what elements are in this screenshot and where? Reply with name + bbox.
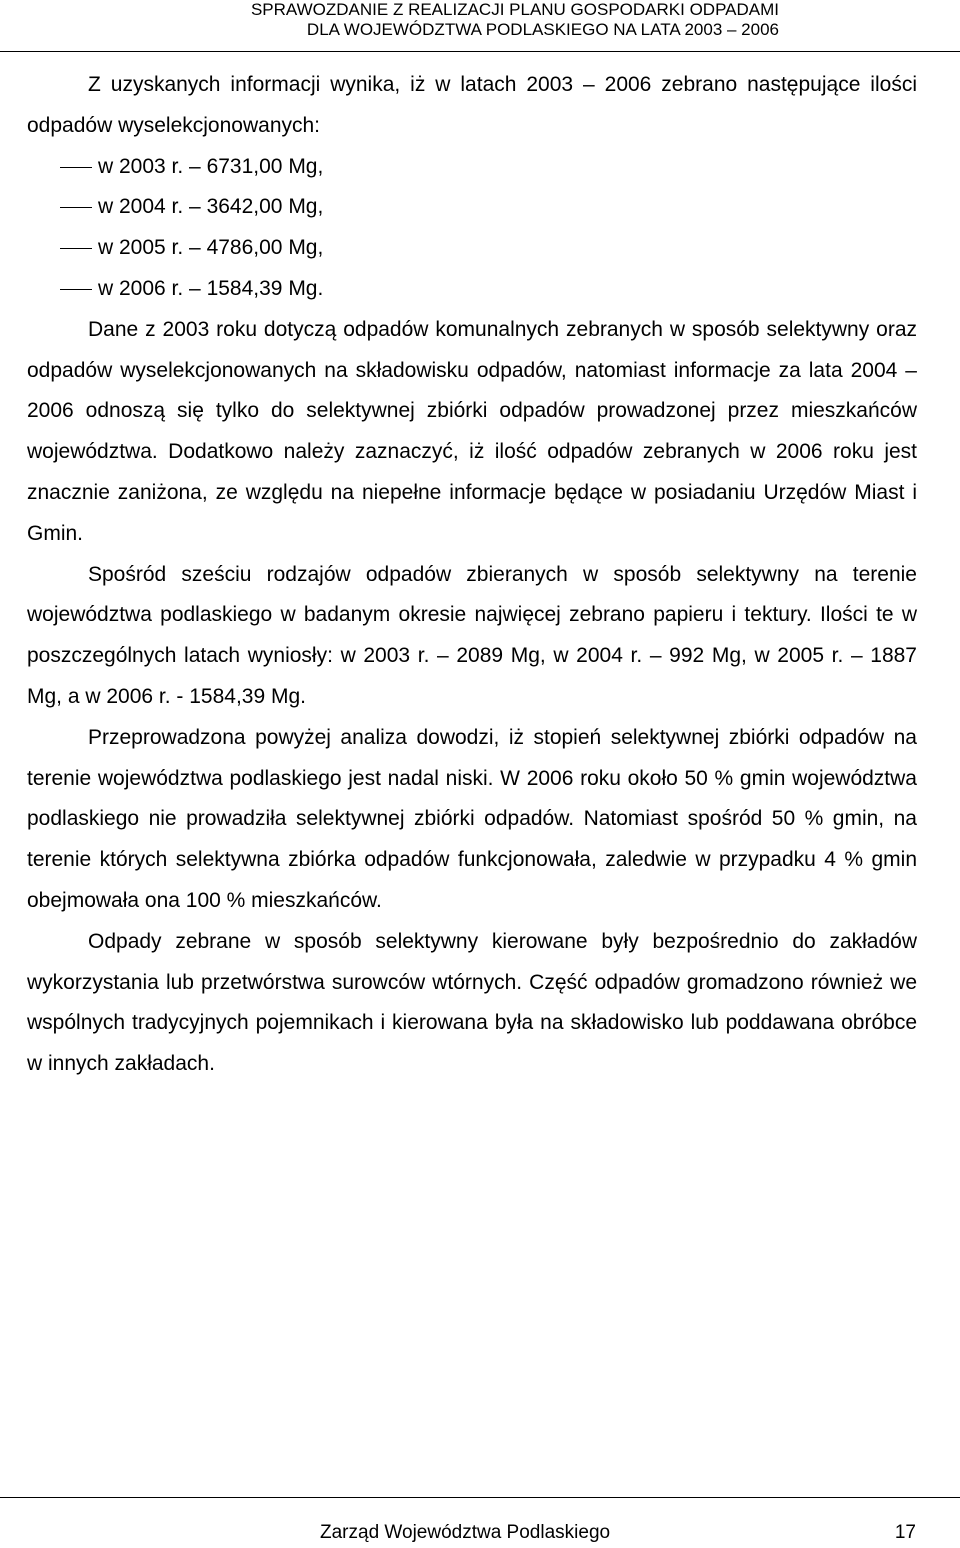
list-item: w 2005 r. – 4786,00 Mg, — [27, 228, 917, 269]
intro-paragraph: Z uzyskanych informacji wynika, iż w latach 2003 – 2006 zebrano następujące ilości odpadów wyselekcjonowanych: — [27, 73, 917, 137]
page-number: 17 — [894, 1522, 916, 1543]
list-item: w 2003 r. – 6731,00 Mg, — [27, 147, 917, 188]
document-body — [27, 65, 917, 1085]
footer-publisher: Zarząd Województwa Podlaskiego — [320, 1522, 611, 1543]
paragraph-destination: Odpady zebrane w sposób selektywny kierowane były bezpośrednio do zakładów wykorzystania lub przetwórstwa surowców wtórnych. Część odpadów gromadzono również we wspólnych tradycyjnych pojemnikach i kierowana była na składowisko lub poddawana obróbce w innych zakładach. — [27, 929, 917, 1076]
dash-bullet-icon — [60, 207, 92, 208]
dash-bullet-icon — [60, 289, 92, 290]
header-divider — [0, 51, 960, 52]
header-title-line1: SPRAWOZDANIE Z REALIZACJI PLANU GOSPODARKI ODPADAMI — [250, 0, 779, 19]
yearly-quantities-list — [27, 147, 917, 310]
dash-bullet-icon — [60, 167, 92, 168]
list-item: w 2004 r. – 3642,00 Mg, — [27, 187, 917, 228]
paragraph-paper-cardboard: Spośród sześciu rodzajów odpadów zbieranych w sposób selektywny na terenie województwa podlaskiego w badanym okresie najwięcej zebrano papieru i tektury. Ilości te w poszczególnych latach wyniosły: w 2003 r. – 2089 Mg, w 2004 r. – 992 Mg, w 2005 r. – 1887 Mg, a w 2006 r. - 1584,39 Mg. — [27, 562, 917, 708]
list-item: w 2006 r. – 1584,39 Mg. — [27, 269, 917, 310]
dash-bullet-icon — [60, 248, 92, 249]
paragraph-analysis: Przeprowadzona powyżej analiza dowodzi, iż stopień selektywnej zbiórki odpadów na terenie województwa podlaskiego jest nadal niski. W 2006 roku około 50 % gmin województwa podlaskiego nie prowadziła selektywnej zbiórki odpadów. Natomiast spośród 50 % gmin, na terenie których selektywna zbiórka odpadów funkcjonowała, zaledwie w przypadku 4 % gmin obejmowała ona 100 % mieszkańców. — [27, 725, 917, 912]
paragraph-data-scope: Dane z 2003 roku dotyczą odpadów komunalnych zebranych w sposób selektywny oraz odpadów wyselekcjonowanych na składowisku odpadów, natomiast informacje za lata 2004 – 2006 odnoszą się tylko do selektywnej zbiórki odpadów prowadzonej przez mieszkańców województwa. Dodatkowo należy zaznaczyć, iż ilość odpadów zebranych w 2006 roku jest znacznie zaniżona, ze względu na niepełne informacje będące w posiadaniu Urzędów Miast i Gmin. — [27, 317, 917, 545]
header-title-line2: DLA WOJEWÓDZTWA PODLASKIEGO NA LATA 2003 – 2006 — [306, 20, 779, 39]
page-header — [251, 0, 779, 40]
footer-divider — [0, 1497, 960, 1498]
